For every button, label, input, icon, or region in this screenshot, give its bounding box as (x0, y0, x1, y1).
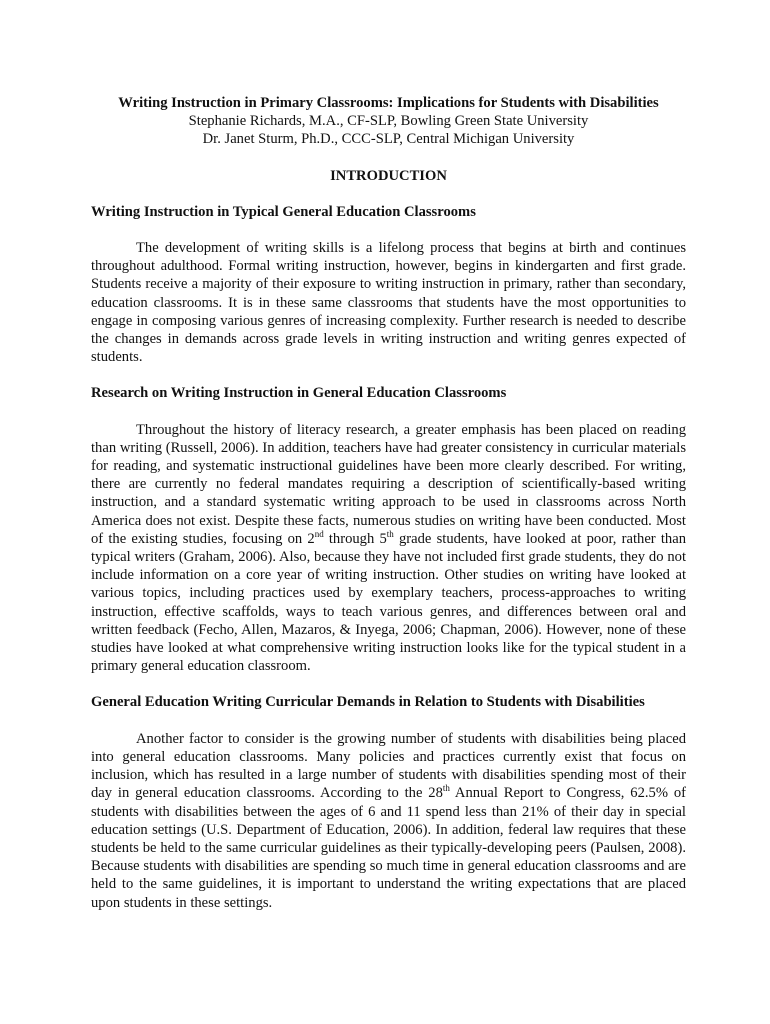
paragraph-research-part-3: grade students, have looked at poor, rather than typical writers (Graham, 2006). Also, because they have not included first grade students, they do not include information on a core year of writing instruction. Other studies on writing have looked at various topics, including practices used by exemplary teachers, process-approaches to writing instruction, effective scaffolds, ways to teach various genres, and differences between oral and written feedback (Fecho, Allen, Mazaros, & Inyega, 2006; Chapman, 2006). However, none of these studies have looked at what comprehensive writing instruction looks like for the typical student in a primary general education classroom. (91, 530, 686, 675)
introduction-heading: INTRODUCTION (330, 167, 447, 184)
paragraph-curricular-demands (91, 730, 686, 912)
paragraph-research-part-1: Throughout the history of literacy research, a greater emphasis has been placed on reading than writing (Russell, 2006). In addition, teachers have had greater consistency in curricular materials for reading, and systematic instructional guidelines have been more clearly described. For writing, there are currently no federal mandates requiring a description of scientifically-based writing instruction, and a standard systematic writing approach to be used in classrooms across North America does not exist. Despite these facts, numerous studies on writing have been conducted. Most of the existing studies, focusing on 2 (91, 421, 686, 547)
superscript-th-28: th (442, 783, 450, 794)
title-block (91, 94, 686, 149)
superscript-th: th (386, 529, 394, 539)
paragraph-typical-classrooms: The development of writing skills is a lifelong process that begins at birth and continues throughout adulthood. Formal writing instruction, however, begins in kindergarten and first grade. Students receive a majority of their exposure to writing instruction in primary, rather than secondary, education classrooms. It is in these same classrooms that students have the most opportunities to engage in composing various genres of increasing complexity. Further research is needed to describe the changes in demands across grade levels in writing instruction and writing genres expected of students. (91, 240, 686, 366)
author-line-2: Dr. Janet Sturm, Ph.D., CCC-SLP, Central Michigan University (202, 131, 575, 148)
paragraph-research-part-2: through 5 (323, 530, 387, 547)
section-heading-typical-classrooms: Writing Instruction in Typical General Education Classrooms (91, 203, 476, 220)
author-line-1: Stephanie Richards, M.A., CF-SLP, Bowling Green State University (188, 113, 589, 130)
document-page (91, 94, 686, 912)
paragraph-curricular-part-1: Another factor to consider is the growing number of students with disabilities being placed into general education classrooms. Many policies and practices currently exist that focus on inclusion, which has resulted in a large number of students with disabilities spending most of their day in general education classrooms. According to the 28 (91, 730, 686, 802)
superscript-nd: nd (314, 529, 324, 539)
section-heading-curricular-demands: General Education Writing Curricular Demands in Relation to Students with Disabilities (91, 694, 645, 711)
paragraph-curricular-part-2: Annual Report to Congress, 62.5% of students with disabilities between the ages of 6 and 11 spend less than 21% of their day in special education settings (U.S. Department of Education, 2006). In addition, federal law requires that these students be held to the same curricular guidelines as their typically-developing peers (Paulsen, 2008). Because students with disabilities are spending so much time in general education classrooms and are held to the same guidelines, it is important to understand the writing expectations that are placed upon students in these settings. (91, 785, 686, 911)
document-title: Writing Instruction in Primary Classrooms: Implications for Students with Disabilities (118, 95, 659, 111)
paragraph-research (91, 421, 686, 676)
section-heading-research: Research on Writing Instruction in General Education Classrooms (91, 385, 507, 402)
